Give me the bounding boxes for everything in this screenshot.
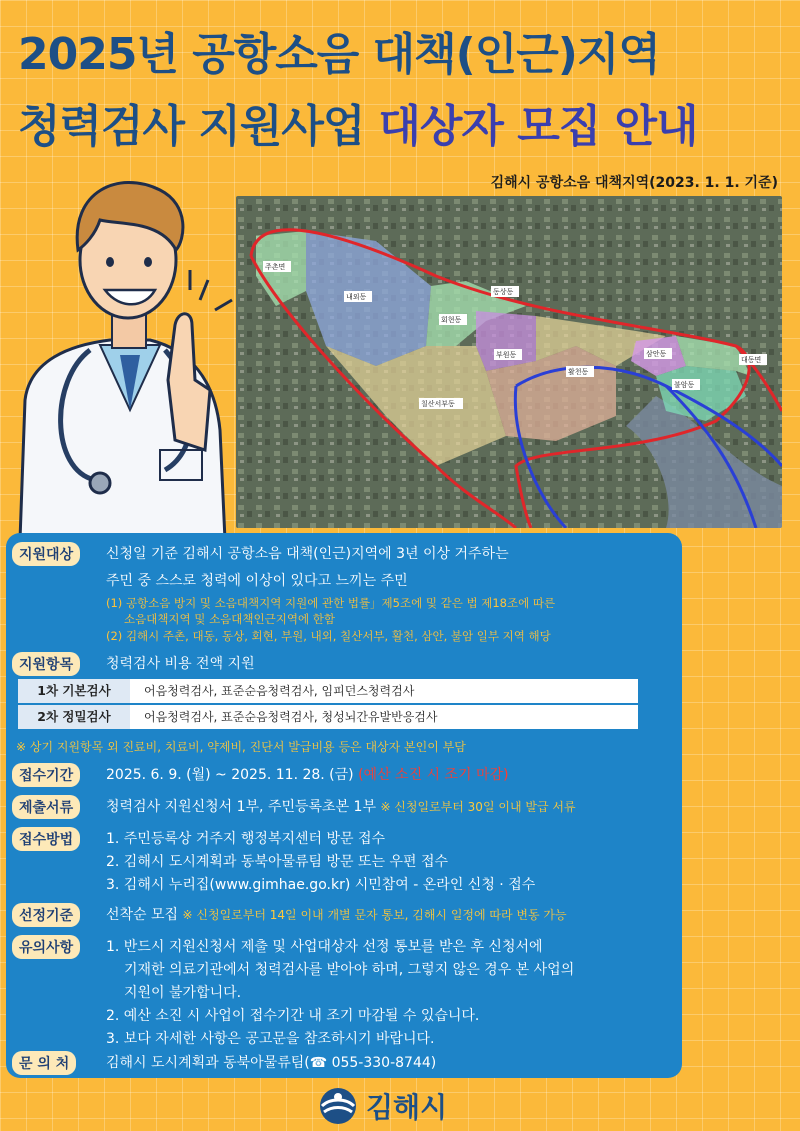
- noise-area-map: [236, 196, 782, 528]
- map-label-buram: 불암동: [674, 381, 695, 389]
- label-period: 접수기간: [12, 763, 80, 787]
- items-warning: ※ 상기 지원항목 외 진료비, 치료비, 약제비, 진단서 발급비용 등은 대상자 본인이 부담: [16, 740, 466, 754]
- page-title-line2: [18, 90, 788, 154]
- map-label-naeoe: 내외동: [346, 293, 367, 301]
- period-value: [106, 764, 509, 784]
- period-dates: 2025. 6. 9. (월) ~ 2025. 11. 28. (금): [106, 767, 354, 783]
- label-caution: 유의사항: [12, 935, 80, 959]
- selection-note: ※ 신청일로부터 14일 이내 개별 문자 통보, 김해시 일정에 따라 변동 가능: [182, 908, 567, 922]
- map-label-dongsang: 동상동: [493, 288, 514, 296]
- map-label-chilsanseobu: 칠산서부동: [421, 400, 455, 408]
- target-note2: (2) 김해시 주촌, 대동, 동상, 회현, 부원, 내외, 칠산서부, 활천, 삼안, 불암 일부 지역 해당: [106, 629, 551, 643]
- table-value-1: 어음청력검사, 표준순음청력검사, 임피던스청력검사: [144, 684, 415, 698]
- label-target: 지원대상: [12, 542, 80, 566]
- method-line3: 3. 김해시 누리집(www.gimhae.go.kr) 시민참여 - 온라인 신청 · 접수: [106, 877, 536, 893]
- table-head-1: 1차 기본검사: [18, 679, 130, 703]
- map-label-hoehyeon: 회현동: [441, 316, 462, 324]
- documents-text: 청력검사 지원신청서 1부, 주민등록초본 1부: [106, 799, 376, 815]
- target-line1: 신청일 기준 김해시 공항소음 대책(인근)지역에 3년 이상 거주하는: [106, 546, 509, 562]
- info-panel: [6, 533, 682, 1078]
- doctor-illustration: [0, 150, 250, 540]
- target-line2: 주민 중 스스로 청력에 이상이 있다고 느끼는 주민: [106, 573, 408, 589]
- title-main: 청력검사 지원사업: [18, 101, 365, 152]
- city-emblem-icon: [318, 1086, 358, 1126]
- map-label-daedong: 대동면: [741, 356, 762, 364]
- caution-line2: 기재한 의료기관에서 청력검사를 받아야 하며, 그렇지 않은 경우 본 사업의: [124, 962, 575, 978]
- table-row: [18, 679, 638, 703]
- label-items: 지원항목: [12, 652, 80, 676]
- documents-note: ※ 신청일로부터 30일 이내 발급 서류: [380, 800, 576, 814]
- selection-text: 선착순 모집: [106, 907, 179, 923]
- map-label-buwon: 부원동: [496, 351, 517, 359]
- city-logo: [318, 1086, 447, 1126]
- map-label-hwalcheon: 활천동: [568, 368, 589, 376]
- label-documents: 제출서류: [12, 795, 80, 819]
- caution-line5: 3. 보다 자세한 사항은 공고문을 참조하시기 바랍니다.: [106, 1031, 435, 1047]
- table-row: [18, 705, 638, 729]
- target-note1a: (1) 공항소음 방지 및 소음대책지역 지원에 관한 법률」제5조에 및 같은 법 제18조에 따른: [106, 596, 556, 610]
- documents-value: [106, 796, 576, 816]
- page-title-line1: 2025년 공항소음 대책(인근)지역: [18, 29, 660, 80]
- period-highlight: (예산 소진 시 조기 마감): [358, 767, 509, 783]
- title-accent: 대상자 모집 안내: [378, 101, 698, 152]
- items-value: 청력검사 비용 전액 지원: [106, 656, 255, 672]
- map-label-saman: 삼안동: [646, 350, 667, 358]
- table-head-2: 2차 정밀검사: [18, 705, 130, 729]
- label-contact: 문 의 처: [12, 1051, 76, 1075]
- contact-value: 김해시 도시계획과 동북아물류팀(☎ 055-330-8744): [106, 1055, 437, 1071]
- map-label-jucheon: 주촌면: [265, 263, 286, 271]
- map-image: [236, 196, 782, 528]
- label-method: 접수방법: [12, 827, 80, 851]
- target-note1b: 소음대책지역 및 소음대책인근지역에 한함: [124, 612, 335, 626]
- map-caption: 김해시 공항소음 대책지역(2023. 1. 1. 기준): [490, 175, 778, 191]
- caution-line4: 2. 예산 소진 시 사업이 접수기간 내 조기 마감될 수 있습니다.: [106, 1008, 480, 1024]
- method-line1: 1. 주민등록상 거주지 행정복지센터 방문 접수: [106, 831, 386, 847]
- caution-line3: 지원이 불가합니다.: [124, 985, 242, 1001]
- caution-line1: 1. 반드시 지원신청서 제출 및 사업대상자 선정 통보를 받은 후 신청서에: [106, 939, 543, 955]
- city-logo-text: 김해시: [366, 1091, 448, 1124]
- selection-value: [106, 904, 567, 924]
- method-line2: 2. 김해시 도시계획과 동북아물류팀 방문 또는 우편 접수: [106, 854, 449, 870]
- label-selection: 선정기준: [12, 903, 80, 927]
- table-value-2: 어음청력검사, 표준순음청력검사, 청성뇌간유발반응검사: [144, 710, 438, 724]
